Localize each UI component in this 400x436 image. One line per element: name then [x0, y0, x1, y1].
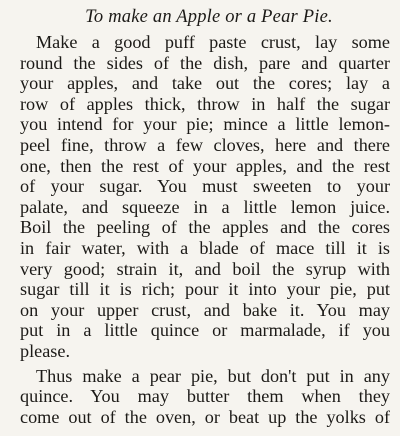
text-line: row of apples thick, throw in half the sugar: [20, 93, 390, 114]
text-line: round the sides of the dish, pare and quarter: [20, 52, 390, 73]
text-line: very good; strain it, and boil the syrup with: [20, 258, 390, 279]
text-line: one, then the rest of your apples, and the rest: [20, 155, 390, 176]
text-line: peel fine, throw a few cloves, here and there: [20, 134, 390, 155]
text-line: Thus make a pear pie, but don't put in any: [36, 365, 390, 386]
text-line: in fair water, with a blade of mace till it is: [20, 237, 390, 258]
text-line: come out of the oven, or beat up the yolks of: [20, 406, 390, 427]
text-line: Make a good puff paste crust, lay some: [36, 32, 390, 52]
text-line: quince. You may butter them when they: [20, 386, 390, 407]
paragraph-2: [20, 366, 390, 428]
text-line: you intend for your pie; mince a little lemon-: [20, 114, 390, 135]
recipe-title: To make an Apple or a Pear Pie.: [85, 7, 333, 27]
text-line: sugar till it is rich; pour it into your pie, put: [20, 279, 390, 300]
text-line: please.: [20, 340, 70, 361]
text-line: palate, and squeeze in a little lemon juice.: [20, 196, 390, 217]
text-line: put in a little quince or marmalade, if you: [20, 320, 390, 341]
text-line: of your sugar. You must sweeten to your: [20, 176, 390, 197]
text-line: on your upper crust, and bake it. You may: [20, 299, 390, 320]
text-line: Boil the peeling of the apples and the cores: [20, 217, 390, 238]
text-line: your apples, and take out the cores; lay a: [20, 73, 390, 94]
paragraph-1: [20, 32, 390, 362]
